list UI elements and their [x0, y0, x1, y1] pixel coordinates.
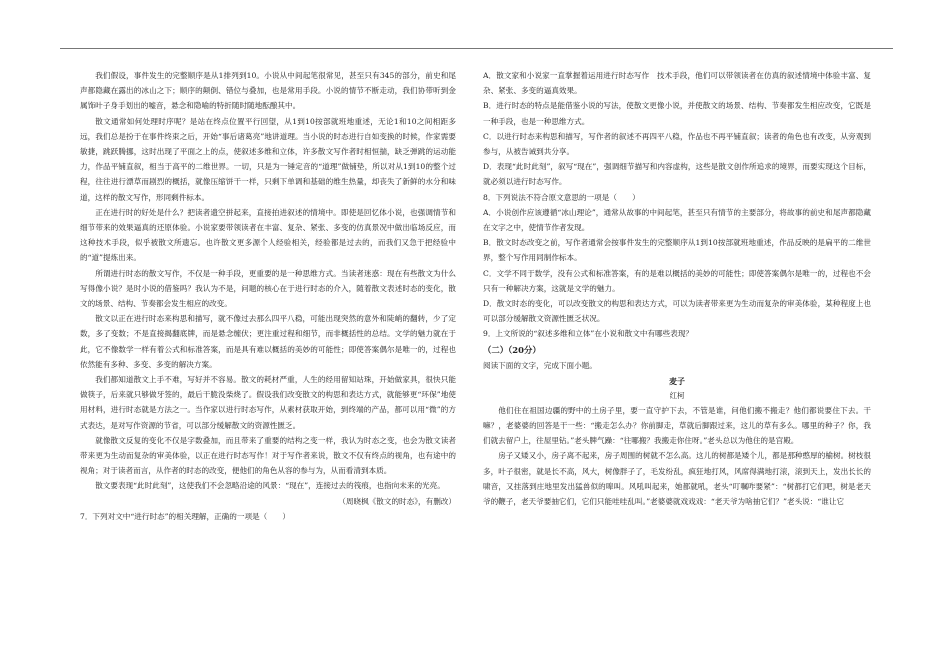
essay-paragraph-2: 散文通常如何处理时序呢？是站在终点位置平行回望，从1到10按部就班地重述，无论1和10之间相距多远，我们总是扮于在事件终束之后，开始“事后诸葛亮”地讲道理。当小说的时态进行自如变换的时候，作家需要敏捷，跳跃腾挪，这时出现了平面之上的点，使叙述多维和立体，许多散文写作者时相恒揣，缺乏弹跳的运动能力，作品平铺直叙，相当于高平的二维世界。一切，只是为一锤定音的“道理”做铺垫，所以对从1到10的整个过程，往往进行漂草而剧烈的概括，就像压缩饼干一样，只剩下单调和基础的维生热量，却丧失了新鲜的水分和味道，这样的散文写作，形同剩件标本。: [80, 116, 456, 202]
question-9: 9．上文所说的“叙述多维和立体”在小说和散文中有哪些表现？: [483, 329, 694, 339]
story-paragraph-2: 房子又矮又小，房子离不起来，房子周围的树就不怎么高。这儿的树都是矮个儿，都是那种憨厚的榆树。树枝很多，叶子很密，就是长不高，风大，树像胖子了，毛发纷乱，疯狂地打风，风席得满地打滚，滚到天上，发出长长的啸音，又挂落到庄地里发出猛兽似的嗥叫。风吼叫起来，她都就吼，老头“叮嘱咋要紧”：“树都打它们吧，树是老天爷的鞭子，老天爷要抽它们，它们只能哇哇乱叫。”老婆婆就戏戏戏：“老天爷为啥抽它们？”老头说：“谁让它: [483, 451, 871, 507]
q8-option-b: B．散文时态改变之前，写作者通常会按事件发生的完整顺序从1到10按部就班地重述，作品反映的是扁平的二维世界，整个写作用同制作标本。: [483, 238, 871, 263]
question-7: 7．下列对文中“进行时态”的相关理解，正确的一项是（ ）: [80, 511, 291, 521]
essay-source: （周晓枫《散文的时态》，有删改）: [338, 496, 456, 506]
q7-option-d: D．表现“此时此刻”，叙写“现在”，强调细节描写和内容虚构，这些是散文创作所追求的境界，而要实现这个目标，就必须以进行时态写作。: [483, 162, 871, 187]
essay-paragraph-4: 所谓进行时态的散文写作，不仅是一种手段，更重要的是一种思维方式。当读者迷惑：现在有些散文为什么写得像小说？是时小说的借鉴吗？我认为不是，问题的核心在于进行时态的介入，随着散文表述时态的变化，散文的场景、结构、节奏都会发生相应的改变。: [80, 268, 456, 309]
q8-option-d: D．散文时态的变化，可以改变散文的构思和表达方式，可以为读者带来更为生动而复杂的审美体验，某种程度上也可以部分缓解散文资源性匮乏状况。: [483, 299, 871, 324]
essay-paragraph-3: 正在进行时的好处是什么？把读者遗空拼起来，直接拍进叙述的情境中。即使是回忆体小说，也强调情节和细节带来的效果逼真的还原体验。小说家要带领读者在丰富、复杂、紧张、多变的仿真景况中做出临场反应，而这种技术手段，似乎被散文所遗忘。也许散文更多源个人经验相关，经验都是过去的，而我们又急于把经验中的“道”提炼出来。: [80, 207, 456, 263]
q7-option-b: B．进行时态的特点是能借鉴小说的写法，使散文更像小说，并使散文的场景、结构、节奏都发生相应改变，它既是一种手段，也是一种思维方式。: [483, 101, 871, 126]
essay-paragraph-8: 散文要表现“此时此刻”，这使我们不会忽略沿途的风景：“现在”，连接过去的筏痕，也指向未来的光亮。: [95, 481, 445, 491]
right-column: [483, 68, 871, 509]
essay-paragraph-5: 散文以正在进行时态来构思和描写，就不像过去那么四平八稳，可能出现突然的意外和陡峭的翻转，少了定数，多了变数；不是直接揭翻底牌，而是悬念缠伏；更注重过程和细节，而非概括性的总结。文学的魅力就在于此，它不像数学一样有着公式和标准答案，而是具有难以概括的美妙的可能性；即使答案偶尔是唯一的，过程也依然能有多种、多变、多变的解决方案。: [80, 314, 456, 369]
q8-option-c: C．文学不同于数学，没有公式和标准答案，有的是难以概括的美妙的可能性；即使答案偶尔是唯一的，过程也不会只有一种解决方案，这就是文学的魅力。: [483, 268, 871, 293]
story-title: 麦子: [669, 375, 685, 386]
story-paragraph-1: 他们住在祖国边疆的野中的土房子里，要一直守护下去，不管是谁，问他们搬不搬走？他们都说要住下去。干嘛？，老婆婆的回答是干一些：“搬走怎么办？你前脚走，草就后脚跟过来，这儿的草有多么。哪里的种子？你，我们就去留户上，往屋里钻。”老头脾气躁：“往哪搬？我搬走你住呀。”老头总以为他住的是宫殿。: [483, 405, 871, 446]
essay-paragraph-7: 就像散文反复的变化不仅是字数叠加，而且带来了重要的结构之变一样，我认为时态之变，也会为散文读者带来更为生动而复杂的审美体验，以正在进行时态写作！对于写作者来说，散文不仅有终点的视角，也有途中的视角；对于读者而言，从作者的时态的改变，便他们的角色从容的参与为，从而看清到本质。: [80, 435, 456, 476]
story-author: 红柯: [669, 390, 685, 400]
left-column: [80, 68, 456, 524]
q7-option-c: C．以进行时态来构思和描写，写作者的叙述不再四平八稳，作品也不再平铺直叙；读者的角色也有改变，从旁观到参与，从被告诫到共分享。: [483, 131, 871, 157]
section-heading: （二）（20分）: [483, 344, 541, 355]
q8-option-a: A．小说创作应该遵循“冰山理论”，通常从故事的中间起笔，甚至只有情节的主要部分，将故事的前史和尾声都隐藏在文字之中，使情节作者发现。: [483, 207, 871, 233]
top-rule: [60, 48, 893, 49]
q7-option-a: A．散文家和小说家一直掌握着运用进行时态写作 技术手段，他们可以带领读者在仿真的叙述情境中体验丰富、复杂、紧张、多变的逼真效果。: [483, 71, 871, 96]
question-8: 8．下列说法不符合原文意思的一项是（ ）: [483, 192, 640, 202]
essay-paragraph-6: 我们都知道散文上手不难，写好并不容易。散文的耗材严重，人生的经用留知站珠，开始做家具，很快只能做筷子，后来就只够做牙签的，最后干脆没柴烧了。假设我们改变散文的构思和表达方式，就能够更“环保”地使用材料，进行时态就是方法之一。当作家以进行时态写作，从素材获取开始，到终端的产品，都可以用“微”的方式表达，是对写作资源的节省，可以部分缓解散文的资源性匮乏。: [80, 375, 456, 430]
reading-instruction: 阅读下面的文字，完成下面小题。: [483, 360, 597, 370]
essay-paragraph-1: 我们假设，事件发生的完整顺序是从1排列到10。小说从中间起笔很常见，甚至只有345的部分，前史和尾声都隐藏在露出的冰山之下；顺序的颠倒、错位与叠加，也是常用手段。小说的情节不断走动，我们协带听到金属饰叶子身手划出的嘘音，悬念和隐喻的特折随时随地酝酿其中。: [80, 71, 456, 111]
